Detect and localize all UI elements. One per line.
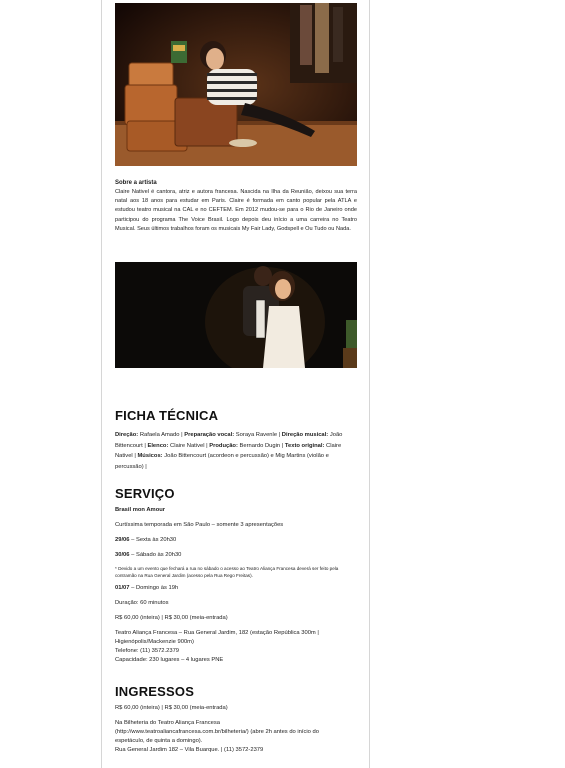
artist-bio: Claire Nativel é cantora, atriz e autora francesa. Nascida na Ilha da Reunião, deixou sua terra natal aos 18 anos para estudar em Paris. Claire é formada em canto popular pela ATLA e estudou teatro musical na CAL e no CEFTEM. Em 2012 mudou-se para o Rio de Janeiro onde participou do programa The Voice Brasil. Logo depois deu início a uma carreira no Teatro Musical. Seus últimos trabalhos foram os musicais My Fair Lady, Godspell e Ou Tudo ou Nada. [115, 189, 357, 232]
date-2: 30/06 [115, 552, 130, 558]
credit-label: Direção musical: [281, 432, 329, 438]
box-office: Na Bilheteria do Teatro Aliança Francesa [115, 720, 220, 726]
box-office-address: Rua General Jardim 182 – Vila Buarque. | (11) 3572-2379 [115, 747, 264, 753]
ficha-credits [115, 430, 357, 472]
credit-value: Soraya Ravenle | [235, 432, 281, 438]
credit-label: Texto original: [284, 442, 325, 449]
ticket-price: R$ 60,00 (inteira) | R$ 30,00 (meia-entrada) [115, 705, 228, 711]
date-3: 01/07 [115, 585, 130, 592]
show-name: Brasil mon Amour [115, 507, 166, 513]
date-line-3 [115, 584, 357, 593]
capacity: Capacidade: 230 lugares – 4 lugares PNE [115, 657, 224, 664]
date-line-1 [115, 536, 357, 545]
credit-label: Produção: [209, 442, 238, 449]
servico-section [115, 506, 357, 665]
date-1-detail: – Sexta às 20h30 [129, 537, 177, 543]
price: R$ 60,00 (inteira) | R$ 30,00 (meia-entrada) [115, 615, 228, 622]
ingressos-title: INGRESSOS [115, 684, 195, 699]
credit-value: Bernardo Dugin | [239, 442, 284, 449]
box-office-hours: espetáculo, de quinta a domingo). [115, 738, 203, 744]
date-2-detail: – Sábado às 20h30 [129, 552, 182, 558]
credit-label: Músicos: [137, 453, 163, 460]
credit-value: João Bittencourt (acordeon e percussão) e Mig Martins (violão e percussão) | [115, 453, 329, 470]
date-line-2 [115, 551, 357, 560]
credit-label: Direção: [115, 432, 139, 438]
season-text: Curtíssima temporada em São Paulo – somente 3 apresentações [115, 522, 284, 528]
servico-title: SERVIÇO [115, 486, 175, 501]
date-1: 29/06 [115, 537, 130, 543]
venue-line-1: Teatro Aliança Francesa – Rua General Jardim, 182 (estação República 300m | [115, 630, 319, 637]
duration: Duração: 60 minutos [115, 600, 169, 607]
page-border-right [369, 0, 370, 768]
box-office-url[interactable]: (http://www.teatroaliancafrancesa.com.br/bilheteria/) (abre 2h antes do início do [115, 729, 319, 735]
credit-value: Claire Nativel | [115, 442, 342, 460]
access-note: * Devido a um evento que fechará a rua no sábado o acesso ao Teatro Aliança Francesa deverá ser feito pela contramão na Rua General Jardim (acesso pela Rua Rego Freitas). [115, 566, 339, 578]
credit-value: João Bittencourt | [115, 432, 343, 449]
artist-photo-trunks [115, 3, 357, 166]
artist-heading: Sobre a artista [115, 180, 157, 186]
artist-section [115, 179, 357, 234]
phone: Telefone: (11) 3572.2379 [115, 648, 180, 655]
ingressos-section [115, 704, 357, 755]
artist-photo-stage [115, 262, 357, 368]
credit-label: Elenco: [147, 442, 169, 449]
date-3-detail: – Domingo às 19h [129, 585, 179, 592]
venue-line-2: Higienópolis/Mackenzie 900m) [115, 639, 194, 646]
ficha-title: FICHA TÉCNICA [115, 408, 219, 423]
page-border-left [101, 0, 102, 768]
credit-label: Preparação vocal: [184, 432, 235, 438]
credit-value: Rafaela Amado | [139, 432, 183, 438]
credit-value: Claire Nativel | [170, 442, 208, 449]
